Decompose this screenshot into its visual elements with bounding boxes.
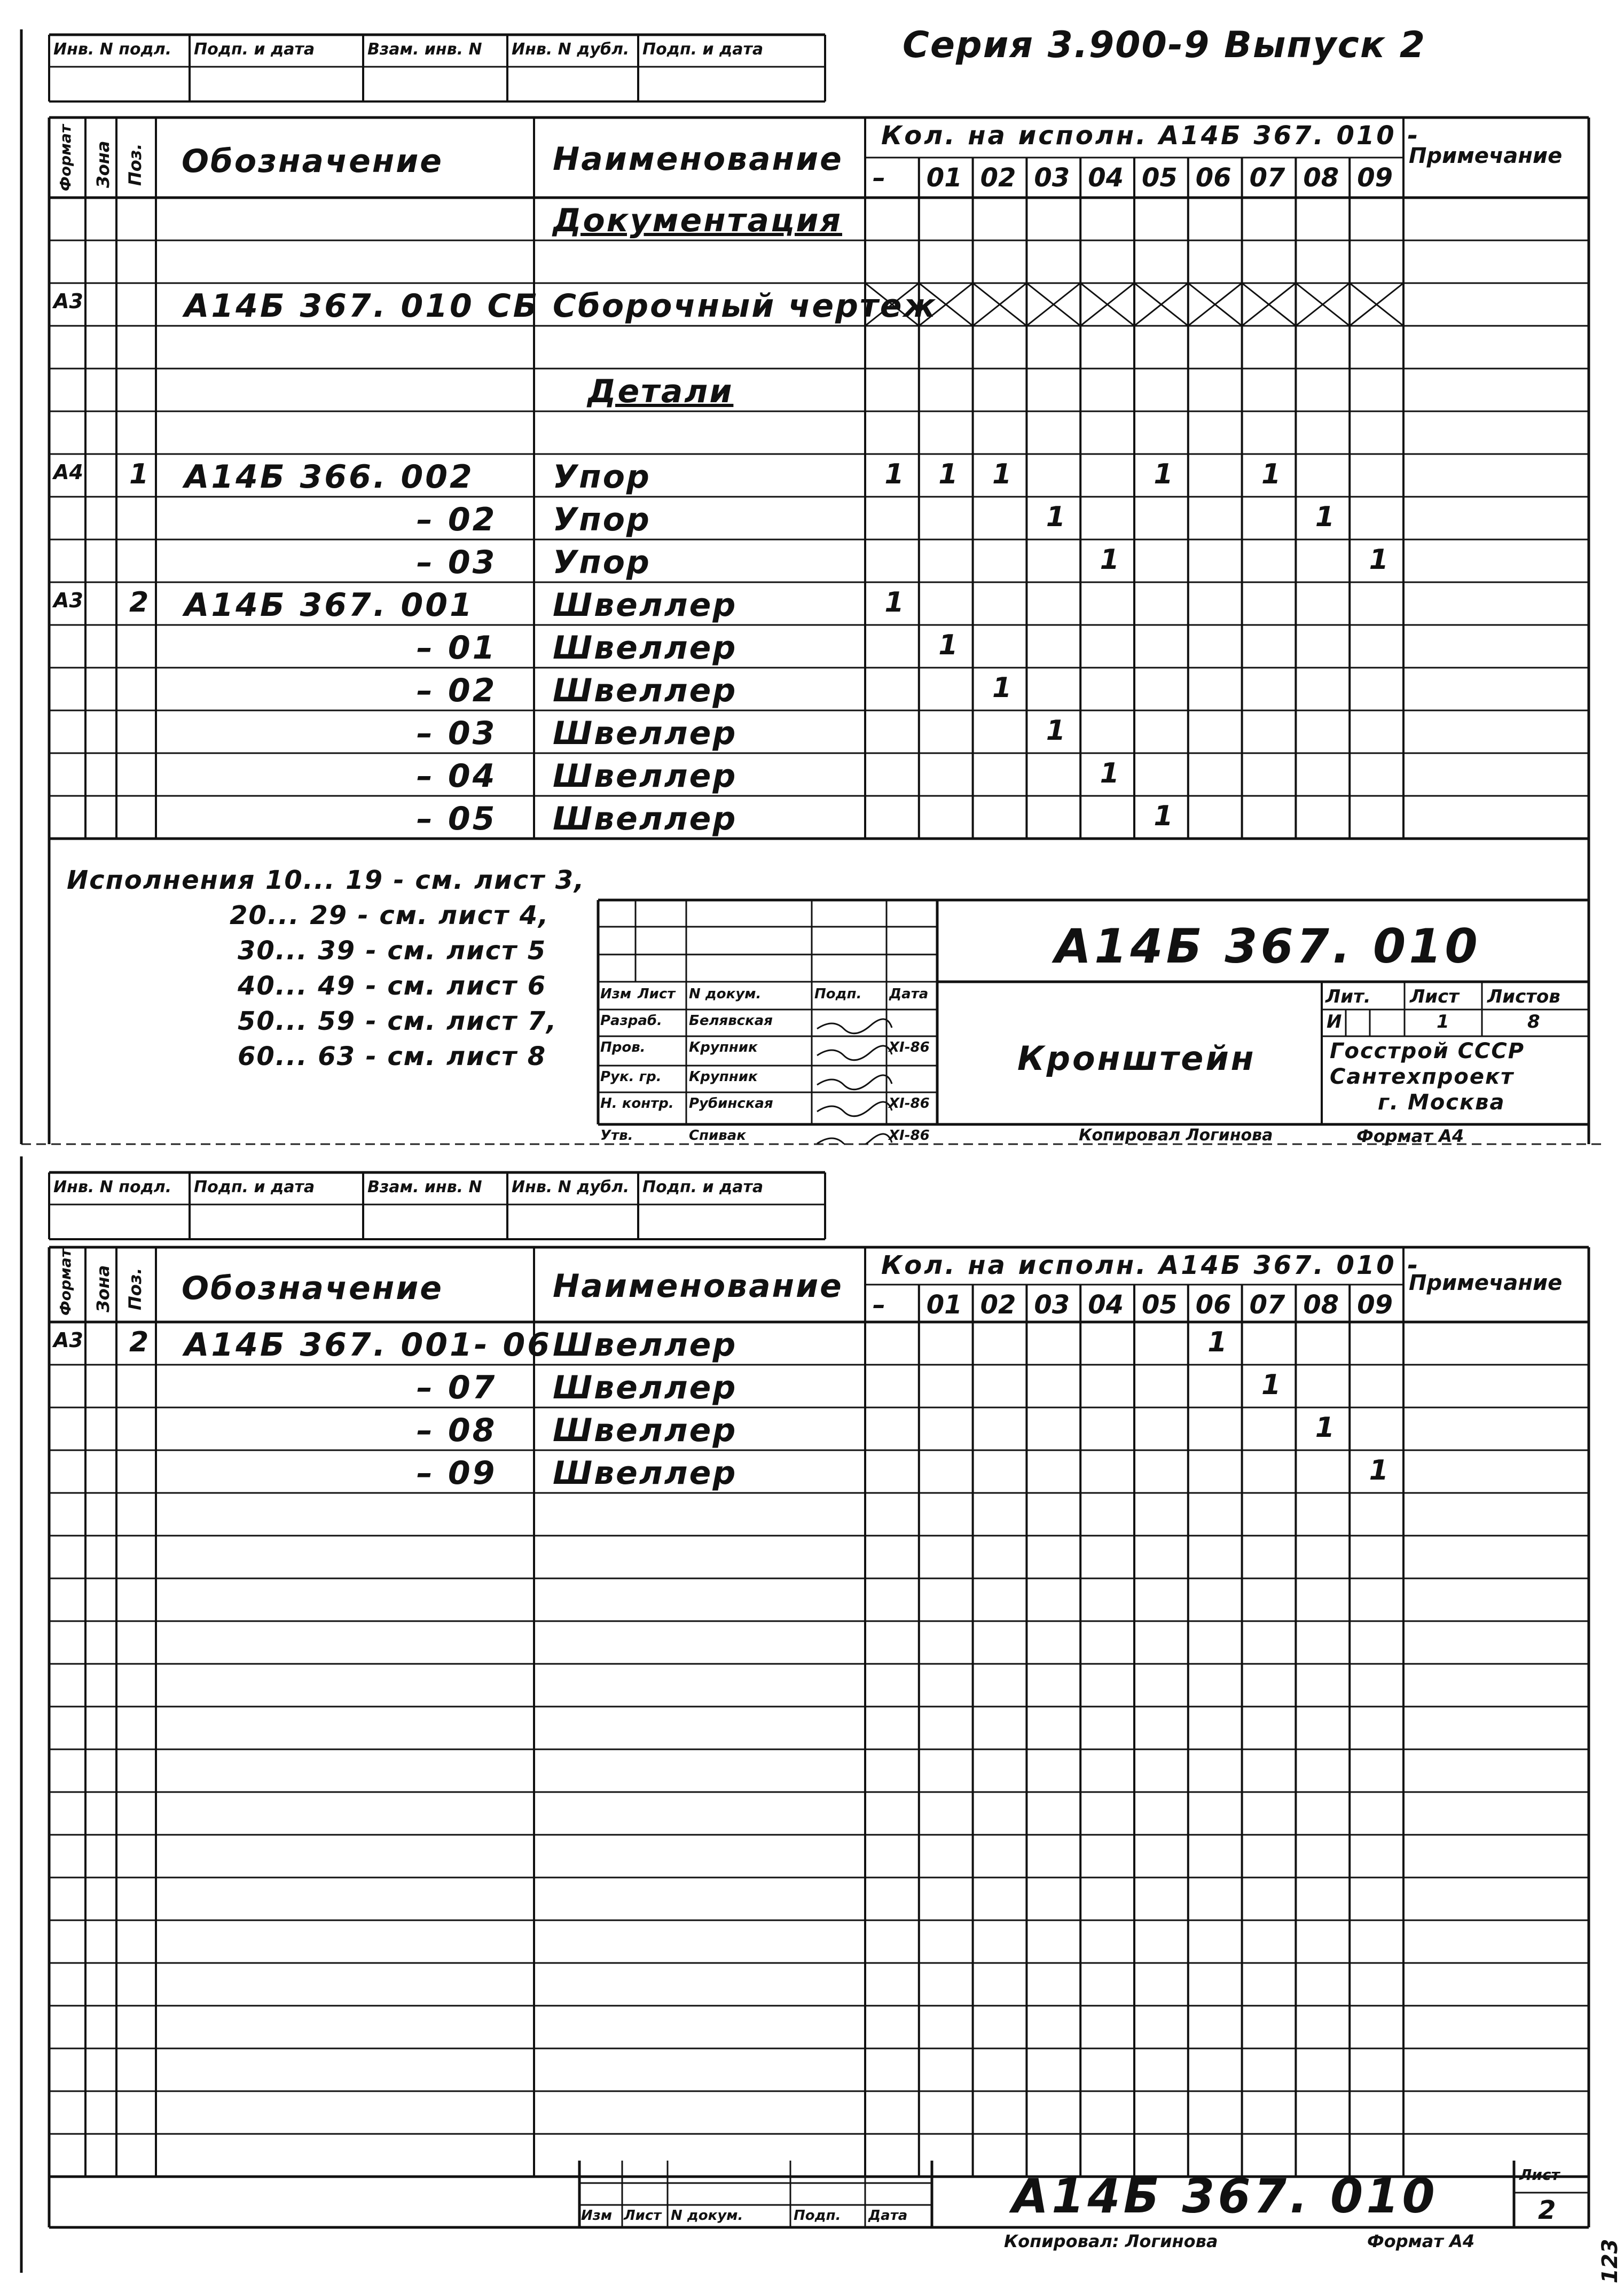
row-name: Швеллер: [553, 629, 738, 667]
stamp-header: Подп. и дата: [642, 1178, 764, 1196]
row-position: 2: [129, 586, 149, 619]
sheet-label: Лист: [1519, 2166, 1560, 2184]
document-designation: А14Б 367. 010: [1012, 2169, 1438, 2224]
qty-col-header: 09: [1357, 163, 1393, 193]
format-col-header: Формат: [57, 1248, 74, 1316]
row-qty: 1: [1261, 458, 1281, 490]
organization-line: г. Москва: [1378, 1090, 1505, 1115]
row-name: Детали: [587, 373, 734, 410]
note-col-header: Примечание: [1409, 1271, 1563, 1295]
signature-date: XI-86: [889, 1128, 930, 1144]
row-name: Швеллер: [553, 672, 738, 709]
qty-col-header: 04: [1088, 163, 1124, 193]
row-qty: 1: [884, 458, 904, 490]
copied-by: Копировал: Логинова: [1004, 2231, 1218, 2251]
name-col-header: Наименование: [553, 140, 843, 178]
sheets-value: 8: [1527, 1011, 1540, 1032]
row-qty: 1: [938, 629, 958, 661]
row-qty: 1: [884, 586, 904, 619]
signature-role: Пров.: [600, 1039, 646, 1055]
row-qty: 1: [1046, 715, 1065, 747]
row-designation: – 08: [417, 1412, 497, 1449]
qty-col-header: 06: [1195, 1290, 1231, 1320]
qty-col-header: 02: [980, 163, 1016, 193]
stamp-header: Подп. и дата: [194, 1178, 315, 1196]
organization-line: Сантехпроект: [1330, 1065, 1515, 1089]
row-designation: – 05: [417, 800, 497, 838]
title-col-header: Лист: [638, 986, 676, 1002]
qty-col-header: –: [873, 1290, 885, 1320]
format-label: Формат А4: [1367, 2231, 1475, 2251]
row-qty: 1: [1369, 1454, 1388, 1487]
qty-col-header: 05: [1142, 1290, 1178, 1320]
qty-col-header: 07: [1249, 1290, 1285, 1320]
qty-col-header: –: [873, 163, 885, 193]
row-qty: 1: [1315, 1412, 1335, 1444]
row-format: А4: [53, 460, 83, 484]
title-col-header: N докум.: [689, 986, 762, 1002]
stamp-header: Инв. N дубл.: [512, 1178, 630, 1196]
signature-person: Крупник: [689, 1069, 758, 1085]
sheet-label: Лист: [1410, 986, 1459, 1007]
document-designation: А14Б 367. 010: [1055, 919, 1481, 974]
row-position: 2: [129, 1326, 149, 1358]
row-qty: 1: [1261, 1369, 1281, 1401]
row-name: Упор: [553, 544, 651, 581]
stamp-header: Взам. инв. N: [367, 1178, 482, 1196]
row-designation: А14Б 366. 002: [184, 458, 474, 496]
pos-col-header: Поз.: [125, 143, 145, 186]
sheet-value: 1: [1437, 1011, 1449, 1032]
row-name: Швеллер: [553, 1326, 738, 1364]
row-designation: А14Б 367. 001- 06: [184, 1326, 552, 1364]
lit-label: Лит.: [1325, 986, 1371, 1007]
row-name: Швеллер: [553, 757, 738, 795]
title-col-header: Лист: [624, 2208, 662, 2224]
qty-col-header: 04: [1088, 1290, 1124, 1320]
row-format: А3: [53, 290, 83, 313]
title-col-header: Дата: [868, 2208, 908, 2224]
signature-scribble: [817, 1075, 892, 1090]
signature-role: Утв.: [600, 1128, 633, 1144]
qty-col-header: 01: [926, 1290, 962, 1320]
row-name: Сборочный чертеж: [553, 287, 937, 325]
signature-role: Рук. гр.: [600, 1069, 662, 1085]
stamp-header: Инв. N дубл.: [512, 40, 630, 59]
row-name: Документация: [553, 202, 842, 239]
qty-col-header: 05: [1142, 163, 1178, 193]
row-format: А3: [53, 1328, 83, 1352]
row-name: Швеллер: [553, 800, 738, 838]
sheet-1: [0, 0, 1624, 1144]
designation-col-header: Обозначение: [182, 1270, 444, 1307]
row-name: Швеллер: [553, 1412, 738, 1449]
zone-col-header: Зона: [93, 140, 113, 188]
qty-col-header: 09: [1357, 1290, 1393, 1320]
qty-col-header: 08: [1303, 1290, 1339, 1320]
row-designation: – 09: [417, 1454, 497, 1492]
stamp-header: Подп. и дата: [194, 40, 315, 59]
stamp-header: Инв. N подл.: [53, 40, 172, 59]
organization-line: Госстрой СССР: [1330, 1039, 1525, 1063]
qty-group-header: Кол. на исполн. А14Б 367. 010 -: [881, 121, 1421, 151]
signature-person: Белявская: [689, 1013, 773, 1029]
signature-person: Крупник: [689, 1039, 758, 1055]
row-name: Упор: [553, 501, 651, 538]
row-designation: А14Б 367. 001: [184, 586, 474, 624]
pos-col-header: Поз.: [125, 1268, 145, 1310]
signature-person: Спивак: [689, 1128, 746, 1144]
variant-note: 20... 29 - см. лист 4,: [230, 901, 550, 930]
designation-col-header: Обозначение: [182, 143, 444, 180]
qty-group-header: Кол. на исполн. А14Б 367. 010 -: [881, 1250, 1421, 1280]
row-qty: 1: [992, 458, 1012, 490]
document-name: Кронштейн: [1017, 1039, 1256, 1078]
row-qty: 1: [1315, 501, 1335, 533]
title-col-header: Дата: [889, 986, 929, 1002]
qty-col-header: 01: [926, 163, 962, 193]
signature-role: Разраб.: [600, 1013, 662, 1029]
title-col-header: Подп.: [794, 2208, 841, 2224]
qty-col-header: 03: [1034, 163, 1070, 193]
series-title: Серия 3.900-9 Выпуск 2: [903, 24, 1426, 66]
row-designation: – 01: [417, 629, 497, 667]
row-name: Швеллер: [553, 715, 738, 752]
row-qty: 1: [1046, 501, 1065, 533]
row-name: Швеллер: [553, 586, 738, 624]
title-col-header: N докум.: [671, 2208, 743, 2224]
variant-note: 60... 63 - см. лист 8: [238, 1042, 547, 1071]
row-designation: – 03: [417, 715, 497, 752]
row-designation: – 02: [417, 672, 497, 709]
sheets-label: Листов: [1487, 986, 1560, 1007]
stamp-header: Инв. N подл.: [53, 1178, 172, 1196]
row-qty: 1: [1369, 544, 1388, 576]
row-qty: 1: [1154, 800, 1173, 832]
format-label: Формат А4: [1356, 1126, 1464, 1146]
stamp-header: Подп. и дата: [642, 40, 764, 59]
row-qty: 1: [1100, 757, 1119, 789]
signature-scribble: [817, 1046, 892, 1060]
title-col-header: Изм: [600, 986, 632, 1002]
row-designation: – 02: [417, 501, 497, 538]
row-designation: – 03: [417, 544, 497, 581]
note-col-header: Примечание: [1409, 144, 1563, 168]
title-col-header: Подп.: [814, 986, 862, 1002]
row-qty: 1: [1207, 1326, 1227, 1358]
row-position: 1: [129, 458, 149, 490]
row-name: Швеллер: [553, 1454, 738, 1492]
zone-col-header: Зона: [93, 1265, 113, 1312]
row-name: Упор: [553, 458, 651, 496]
lit-value: И: [1327, 1011, 1342, 1032]
copied-by: Копировал Логинова: [1079, 1126, 1273, 1145]
qty-col-header: 07: [1249, 163, 1285, 193]
signature-scribble: [817, 1019, 892, 1034]
variant-note: Исполнения 10... 19 - см. лист 3,: [67, 865, 585, 895]
signature-role: Н. контр.: [600, 1096, 674, 1112]
qty-col-header: 03: [1034, 1290, 1070, 1320]
qty-col-header: 08: [1303, 163, 1339, 193]
row-qty: 1: [992, 672, 1012, 704]
row-qty: 1: [1154, 458, 1173, 490]
qty-col-header: 06: [1195, 163, 1231, 193]
title-col-header: Изм: [581, 2208, 613, 2224]
signature-scribble: [817, 1134, 892, 1144]
signature-scribble: [817, 1102, 892, 1116]
sheet-2: [0, 1156, 1624, 2292]
format-col-header: Формат: [57, 124, 74, 191]
row-qty: 1: [1100, 544, 1119, 576]
sheet-value: 2: [1538, 2195, 1556, 2225]
row-name: Швеллер: [553, 1369, 738, 1406]
row-designation: А14Б 367. 010 СБ: [184, 287, 540, 325]
signature-person: Рубинская: [689, 1096, 773, 1112]
row-designation: – 04: [417, 757, 497, 795]
variant-note: 50... 59 - см. лист 7,: [238, 1006, 558, 1036]
variant-note: 40... 49 - см. лист 6: [238, 971, 547, 1001]
row-format: А3: [53, 589, 83, 612]
qty-col-header: 02: [980, 1290, 1016, 1320]
stamp-header: Взам. инв. N: [367, 40, 482, 59]
row-qty: 1: [938, 458, 958, 490]
row-designation: – 07: [417, 1369, 497, 1406]
signature-date: XI-86: [889, 1039, 930, 1055]
name-col-header: Наименование: [553, 1268, 843, 1305]
signature-date: XI-86: [889, 1096, 930, 1112]
variant-note: 30... 39 - см. лист 5: [238, 936, 547, 966]
page-number: 123: [1598, 2239, 1622, 2283]
